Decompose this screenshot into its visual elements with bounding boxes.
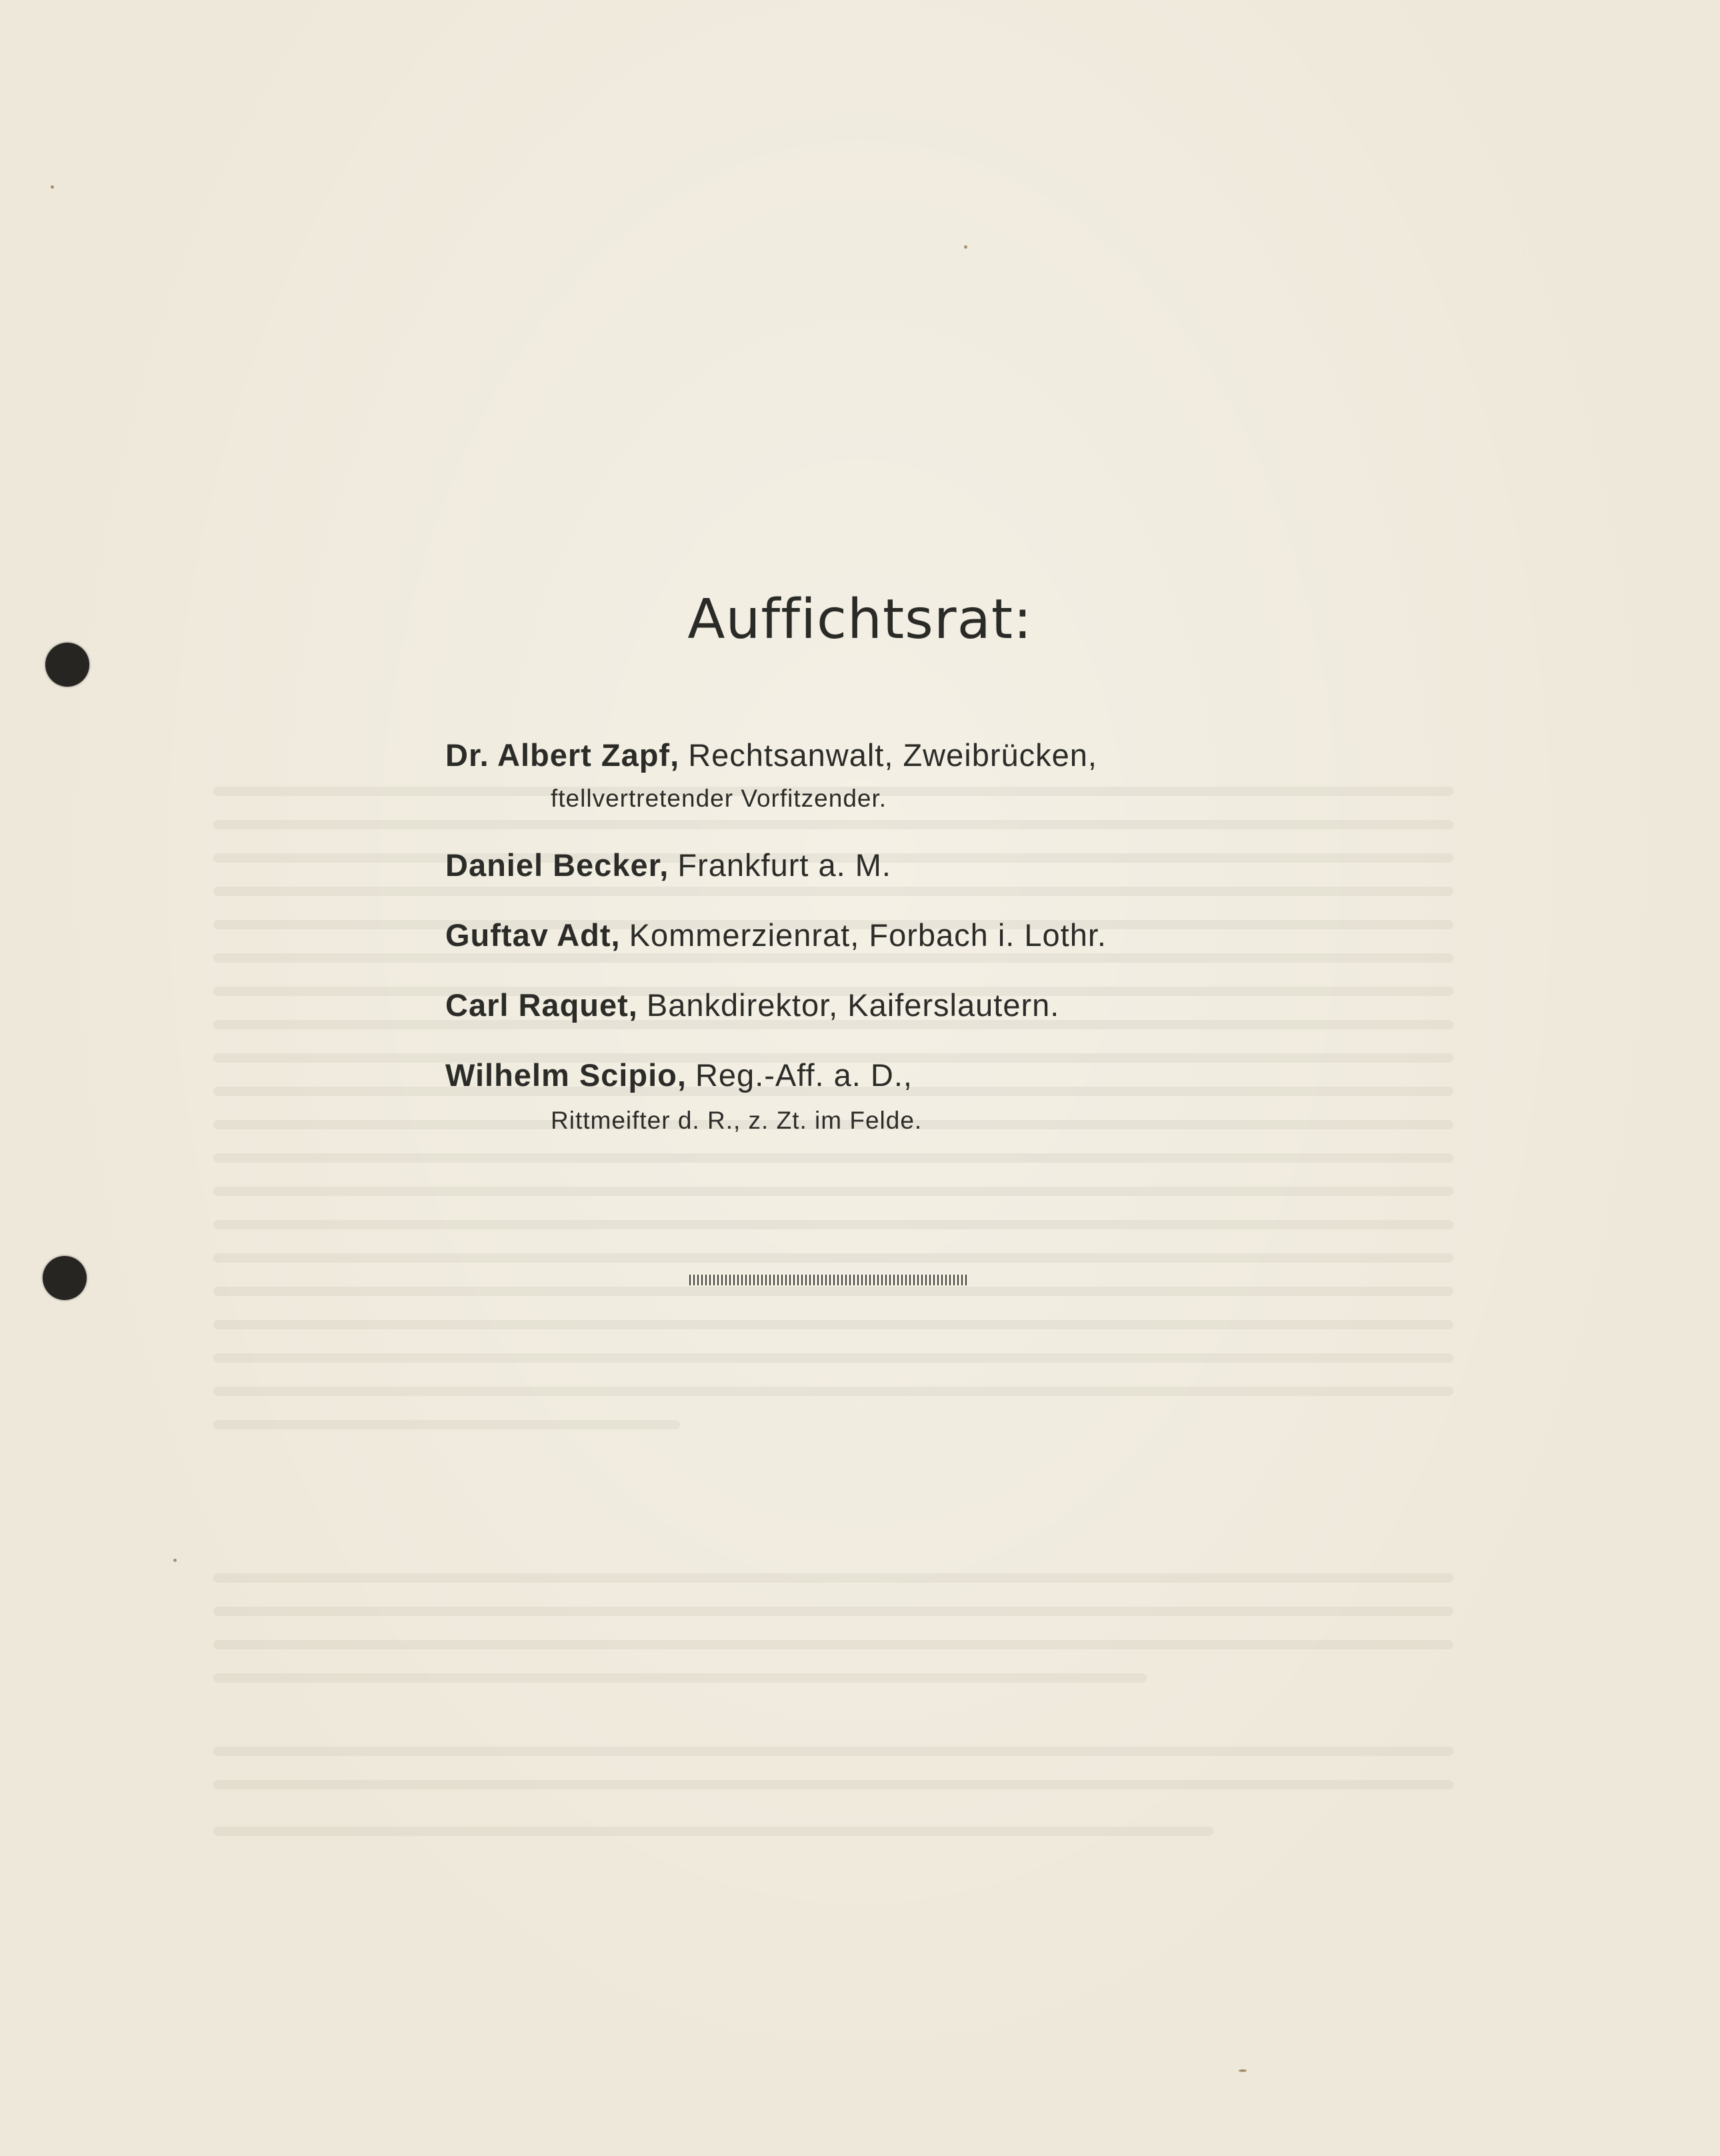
member-entry-adt	[445, 917, 1107, 953]
member-title: Frankfurt a. M.	[677, 847, 891, 883]
punch-hole-bottom	[43, 1256, 87, 1300]
member-entry-scipio	[445, 1057, 913, 1093]
ornamental-rule	[689, 1275, 969, 1285]
member-name: Daniel Becker,	[445, 847, 669, 883]
member-entry-zapf	[445, 737, 1097, 773]
show-through-text	[213, 467, 1480, 1867]
paper-speck	[964, 245, 967, 249]
member-title: Kommerzienrat, Forbach i. Lothr.	[629, 917, 1107, 953]
member-title: Rechtsanwalt, Zweibrücken,	[688, 737, 1097, 773]
member-subline: ftellvertretender Vorfitzender.	[551, 785, 887, 812]
member-title: Reg.-Aff. a. D.,	[695, 1057, 913, 1093]
member-entry-raquet	[445, 987, 1059, 1023]
member-name: Carl Raquet,	[445, 987, 638, 1023]
paper-speck	[51, 185, 54, 189]
member-name: Dr. Albert Zapf,	[445, 737, 680, 773]
member-name: Guftav Adt,	[445, 917, 621, 953]
member-title: Bankdirektor, Kaiferslautern.	[646, 987, 1060, 1023]
page-heading: Auffichtsrat:	[687, 588, 1033, 651]
member-name: Wilhelm Scipio,	[445, 1057, 687, 1093]
paper-speck	[173, 1559, 177, 1562]
paper-speck	[1239, 2069, 1247, 2072]
member-entry-becker	[445, 847, 891, 883]
member-subline: Rittmeifter d. R., z. Zt. im Felde.	[551, 1107, 923, 1134]
